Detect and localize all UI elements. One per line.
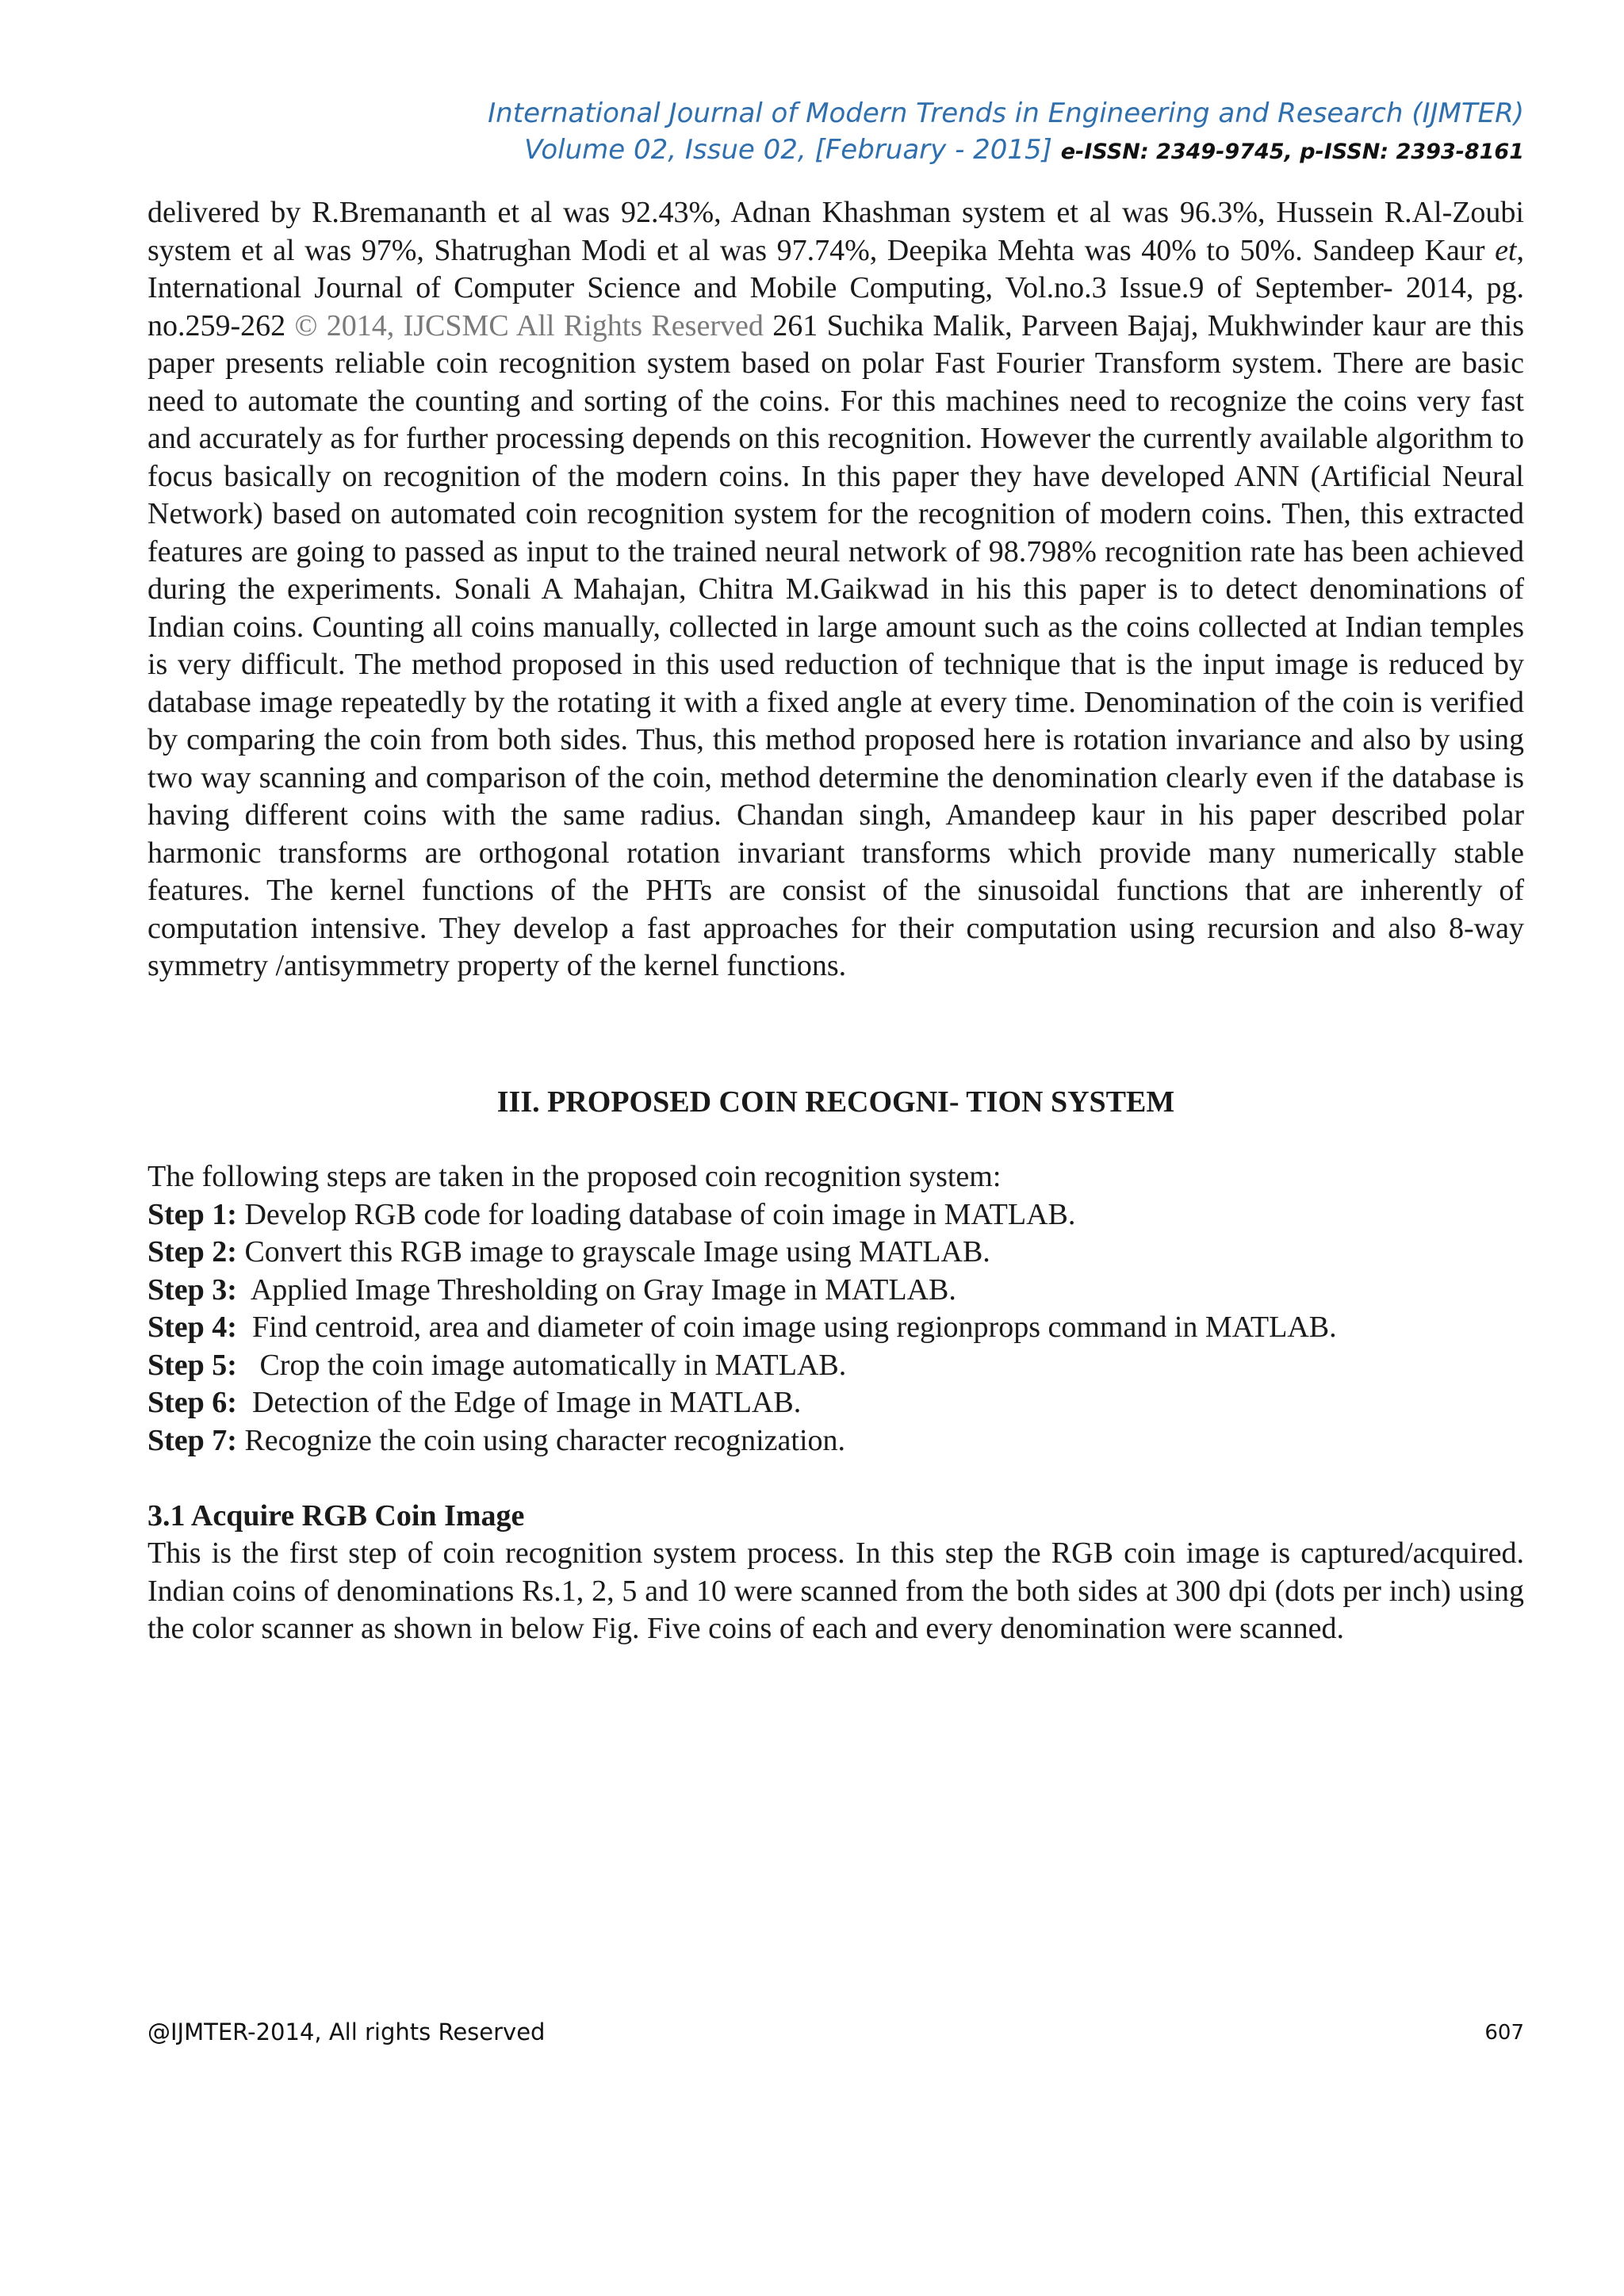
step-text: Recognize the coin using character recognization. [236, 1423, 846, 1457]
step-label: Step 3: [147, 1272, 237, 1307]
steps-intro: The following steps are taken in the proposed coin recognition system: [147, 1160, 1002, 1193]
intro-italic-et: et [1495, 233, 1517, 267]
footer-rights: @IJMTER-2014, All rights Reserved [147, 2019, 546, 2045]
step-item [147, 1272, 1524, 1310]
step-text: Detection of the Edge of Image in MATLAB. [236, 1386, 802, 1419]
step-label: Step 5: [147, 1348, 237, 1382]
step-text: Crop the coin image automatically in MATLAB. [236, 1348, 847, 1382]
step-label: Step 2: [147, 1235, 237, 1269]
step-item [147, 1384, 1524, 1422]
step-item [147, 1422, 1524, 1460]
intro-paragraph [147, 194, 1524, 985]
step-text: Convert this RGB image to grayscale Image using MATLAB. [236, 1235, 990, 1269]
step-item [147, 1196, 1524, 1234]
journal-volume-line [488, 132, 1524, 170]
step-text: Find centroid, area and diameter of coin image using regionprops command in MATLAB. [236, 1311, 1337, 1344]
acquire-text: This is the first step of coin recognition system process. In this step the RGB coin image is captured/acquired. Indian coins of denominations Rs.1, 2, 5 and 10 were scanned from the both sides at 300 dpi (dots per inch) using the color scanner as shown in below Fig. Five coins of each and every denomination were scanned. [147, 1536, 1524, 1645]
step-label: Step 7: [147, 1423, 237, 1457]
journal-issn: e-ISSN: 2349-9745, p-ISSN: 2393-8161 [1060, 140, 1524, 164]
section-heading: III. PROPOSED COIN RECOGNI- TION SYSTEM [496, 1085, 1175, 1119]
acquire-paragraph [147, 1535, 1524, 1648]
page-number: 607 [1484, 2021, 1524, 2045]
step-label: Step 4: [147, 1311, 237, 1344]
journal-volume: Volume 02, Issue 02, [February - 2015] [524, 134, 1061, 166]
subsection-heading: 3.1 Acquire RGB Coin Image [147, 1499, 525, 1533]
step-text: Applied Image Thresholding on Gray Image in MATLAB. [236, 1272, 956, 1307]
intro-text-part3: 261 Suchika Malik, Parveen Bajaj, Mukhwinder kaur are this paper presents reliable coin recognition system based on polar Fast Fourier Transform system. There are basic need to automate the counting and sorting of the coins. For this machines need to recognize the coins very fast and accurately as for further processing depends on this recognition. However the currently available algorithm to focus basically on recognition of the modern coins. In this paper they have developed ANN (Artificial Neural Network) based on automated coin recognition system for the recognition of modern coins. Then, this extracted features are going to passed as input to the trained neural network of 98.798% recognition rate has been achieved during the experiments. Sonali A Mahajan, Chitra M.Gaikwad in his this paper is to detect denominations of Indian coins. Counting all coins manually, collected in large amount such as the coins collected at Indian temples is very difficult. The method proposed in this used reduction of technique that is the input image is reduced by database image repeatedly by the rotating it with a fixed angle at every time. Denomination of the coin is verified by comparing the coin from both sides. Thus, this method proposed here is rotation invariance and also by using two way scanning and comparison of the coin, method determine the denomination clearly even if the database is having different coins with the same radius. Chandan singh, Amandeep kaur in his paper described polar harmonic transforms are orthogonal rotation invariant transforms which provide many numerically stable features. The kernel functions of the PHTs are consist of the sinusoidal functions that are inherently of computation intensive. They develop a fast approaches for their computation using recursion and also 8-way symmetry /antisymmetry property of the kernel functions. [147, 308, 1524, 982]
steps-list [147, 1158, 1524, 1460]
intro-text-part1: delivered by R.Bremananth et al was 92.43%, Adnan Khashman system et al was 96.3%, Hussein R.Al-Zoubi system et al was 97%, Shatrughan Modi et al was 97.74%, Deepika Mehta was 40% to 50%. Sandeep Kaur [147, 196, 1524, 267]
step-label: Step 1: [147, 1197, 237, 1231]
step-item [147, 1309, 1524, 1347]
step-label: Step 6: [147, 1386, 237, 1419]
intro-text-part2: , International Journal of Computer Science and Mobile Computing, Vol.no.3 Issue.9 of September- 2014, pg. no.259-262 [147, 233, 1524, 342]
journal-header [488, 95, 1524, 170]
journal-title: International Journal of Modern Trends in Engineering and Research (IJMTER) [488, 98, 1524, 129]
intro-rights-notice: © 2014, IJCSMC All Rights Reserved [294, 308, 764, 342]
step-text: Develop RGB code for loading database of coin image in MATLAB. [236, 1197, 1076, 1231]
step-item [147, 1347, 1524, 1385]
step-item [147, 1234, 1524, 1272]
